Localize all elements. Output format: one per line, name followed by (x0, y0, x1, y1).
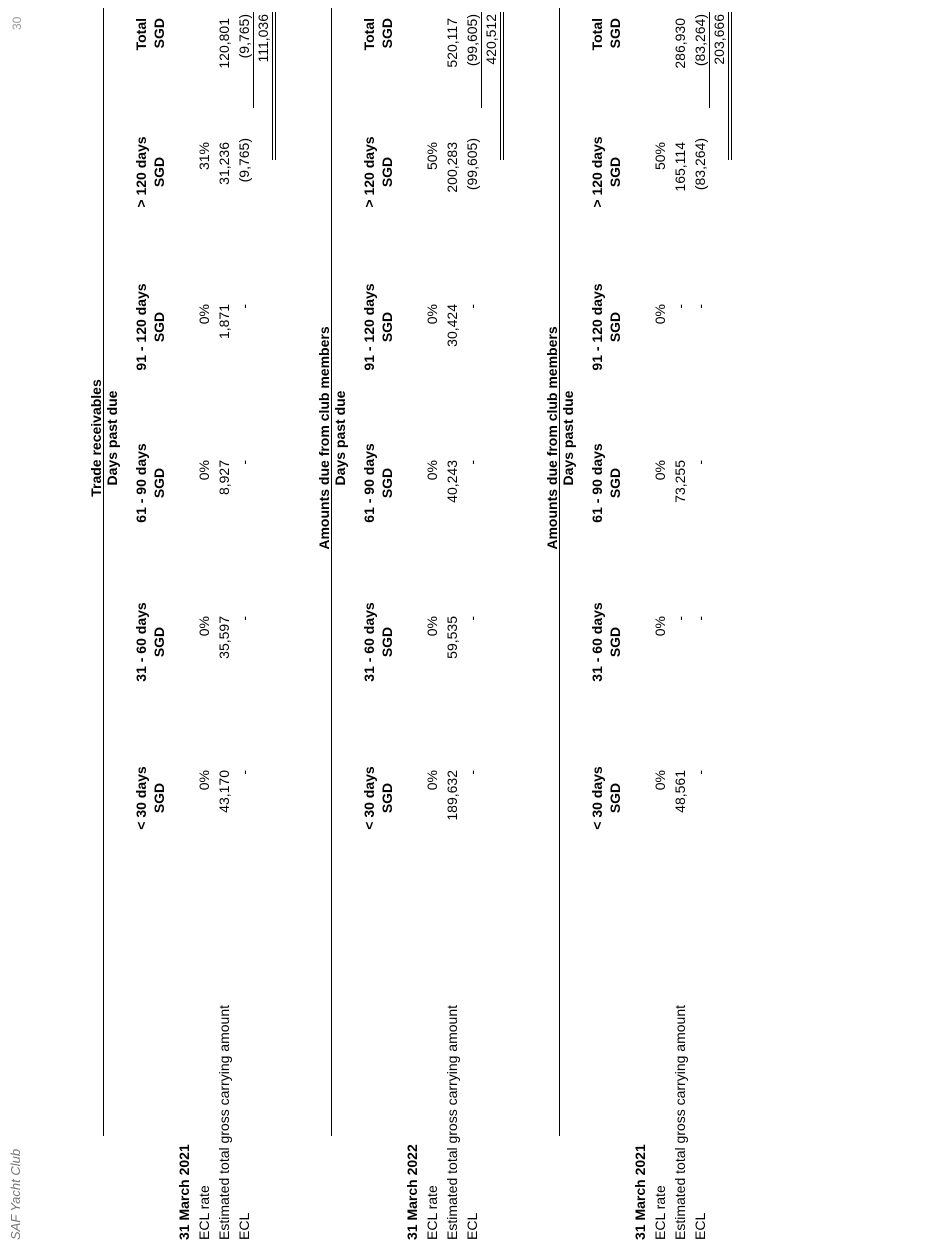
gross-value: 43,170 (216, 770, 232, 813)
ecl-value: - (692, 304, 708, 309)
ecl-value: (99,605) (464, 138, 480, 191)
gross-value: 35,597 (216, 616, 232, 659)
col-header-91-120: 91 - 120 days (361, 283, 377, 371)
col-header-unit: SGD (379, 156, 395, 188)
section-club-members-2021 (456, 0, 727, 1248)
col-header-unit: SGD (151, 782, 167, 814)
col-header-unit: SGD (151, 156, 167, 188)
col-header-unit: SGD (151, 311, 167, 343)
col-header-total: Total (361, 18, 377, 51)
section-title: Amounts due from club members (316, 326, 332, 550)
ecl-rate-value: 0% (196, 770, 212, 791)
col-header-unit: SGD (379, 782, 395, 814)
gross-value: 165,114 (672, 142, 688, 192)
ecl-rate-value: 0% (424, 616, 440, 637)
col-header-gt120: > 120 days (589, 136, 605, 208)
col-header-91-120: 91 - 120 days (589, 283, 605, 371)
period-date: 31 March 2021 (632, 1144, 648, 1240)
ecl-value: - (464, 460, 480, 465)
col-header-61-90: 61 - 90 days (361, 443, 377, 523)
section-subtitle: Days past due (332, 390, 348, 486)
gross-value: 73,255 (672, 460, 688, 503)
ecl-rate-value: 0% (196, 460, 212, 481)
row-label-gross: Estimated total gross carrying amount (672, 1005, 688, 1240)
gross-value: 200,283 (444, 142, 460, 193)
gross-value: - (672, 616, 688, 621)
col-header-lt30: < 30 days (133, 766, 149, 830)
period-date: 31 March 2022 (404, 1144, 420, 1240)
ecl-rate-value: 50% (424, 142, 440, 171)
net-total: 420,512 (483, 14, 499, 65)
col-header-31-60: 31 - 60 days (133, 602, 149, 682)
subtotal-rule (709, 12, 710, 108)
ecl-value: - (236, 616, 252, 621)
row-label-gross: Estimated total gross carrying amount (216, 1005, 232, 1240)
col-header-61-90: 61 - 90 days (589, 443, 605, 523)
section-subtitle: Days past due (560, 390, 576, 486)
ecl-value: - (692, 770, 708, 775)
col-header-unit: SGD (379, 467, 395, 499)
ecl-total: (9,765) (236, 14, 252, 59)
ecl-value: - (692, 616, 708, 621)
ecl-value: (9,765) (236, 138, 252, 183)
col-header-total: Total (133, 18, 149, 51)
ecl-value: (83,264) (692, 138, 708, 191)
section-club-members-2022 (228, 0, 499, 1248)
ecl-value: - (236, 770, 252, 775)
row-label-ecl-rate: ECL rate (424, 1185, 440, 1240)
organization-name: SAF Yacht Club (8, 1148, 23, 1240)
col-header-91-120: 91 - 120 days (133, 283, 149, 371)
gross-value: - (672, 304, 688, 309)
ecl-rate-value: 0% (652, 460, 668, 481)
section-title: Amounts due from club members (544, 326, 560, 550)
gross-value: 30,424 (444, 304, 460, 347)
net-total: 111,036 (255, 14, 271, 63)
ecl-rate-value: 50% (652, 142, 668, 171)
ecl-value: - (236, 304, 252, 309)
gross-total: 286,930 (672, 18, 688, 69)
ecl-rate-value: 0% (424, 460, 440, 481)
col-header-unit: SGD (607, 18, 623, 49)
gross-value: 8,927 (216, 460, 232, 496)
col-header-total: Total (589, 18, 605, 51)
ecl-rate-value: 0% (652, 304, 668, 325)
col-header-61-90: 61 - 90 days (133, 443, 149, 523)
gross-value: 59,535 (444, 616, 460, 659)
col-header-lt30: < 30 days (589, 766, 605, 830)
gross-total: 520,117 (444, 18, 460, 68)
col-header-unit: SGD (607, 626, 623, 658)
gross-value: 189,632 (444, 770, 460, 821)
ecl-value: - (236, 460, 252, 465)
col-header-unit: SGD (151, 467, 167, 499)
ecl-rate-value: 0% (652, 770, 668, 791)
ecl-total: (83,264) (692, 14, 708, 67)
ecl-rate-value: 0% (196, 304, 212, 325)
ecl-rate-value: 0% (196, 616, 212, 637)
ecl-rate-value: 0% (652, 616, 668, 637)
row-label-ecl-rate: ECL rate (196, 1185, 212, 1240)
gross-value: 48,561 (672, 770, 688, 813)
ecl-value: - (692, 460, 708, 465)
col-header-unit: SGD (379, 18, 395, 49)
gross-value: 1,871 (216, 304, 232, 340)
col-header-31-60: 31 - 60 days (361, 602, 377, 682)
gross-value: 31,236 (216, 142, 232, 185)
ecl-value: - (464, 616, 480, 621)
col-header-unit: SGD (607, 311, 623, 343)
ecl-rate-value: 31% (196, 142, 212, 171)
section-trade-receivables (0, 0, 271, 1248)
row-label-ecl: ECL (236, 1212, 252, 1240)
section-subtitle: Days past due (104, 390, 120, 486)
row-label-gross: Estimated total gross carrying amount (444, 1005, 460, 1240)
col-header-31-60: 31 - 60 days (589, 602, 605, 682)
gross-value: 40,243 (444, 460, 460, 503)
col-header-unit: SGD (379, 311, 395, 343)
row-label-ecl: ECL (692, 1212, 708, 1240)
col-header-unit: SGD (607, 156, 623, 188)
col-header-gt120: > 120 days (133, 136, 149, 208)
col-header-unit: SGD (151, 626, 167, 658)
col-header-gt120: > 120 days (361, 136, 377, 208)
period-date: 31 March 2021 (176, 1144, 192, 1240)
double-underline (728, 12, 732, 160)
ecl-value: - (464, 770, 480, 775)
ecl-rate-value: 0% (424, 770, 440, 791)
row-label-ecl-rate: ECL rate (652, 1185, 668, 1240)
ecl-total: (99,605) (464, 14, 480, 67)
col-header-unit: SGD (607, 467, 623, 499)
ecl-rate-value: 0% (424, 304, 440, 325)
col-header-unit: SGD (379, 626, 395, 658)
col-header-unit: SGD (151, 18, 167, 49)
col-header-unit: SGD (607, 782, 623, 814)
section-title: Trade receivables (88, 379, 104, 497)
net-total: 203,666 (711, 14, 727, 65)
col-header-lt30: < 30 days (361, 766, 377, 830)
row-label-ecl: ECL (464, 1212, 480, 1240)
gross-total: 120,801 (216, 18, 232, 69)
page-number: 30 (10, 16, 24, 30)
ecl-value: - (464, 304, 480, 309)
